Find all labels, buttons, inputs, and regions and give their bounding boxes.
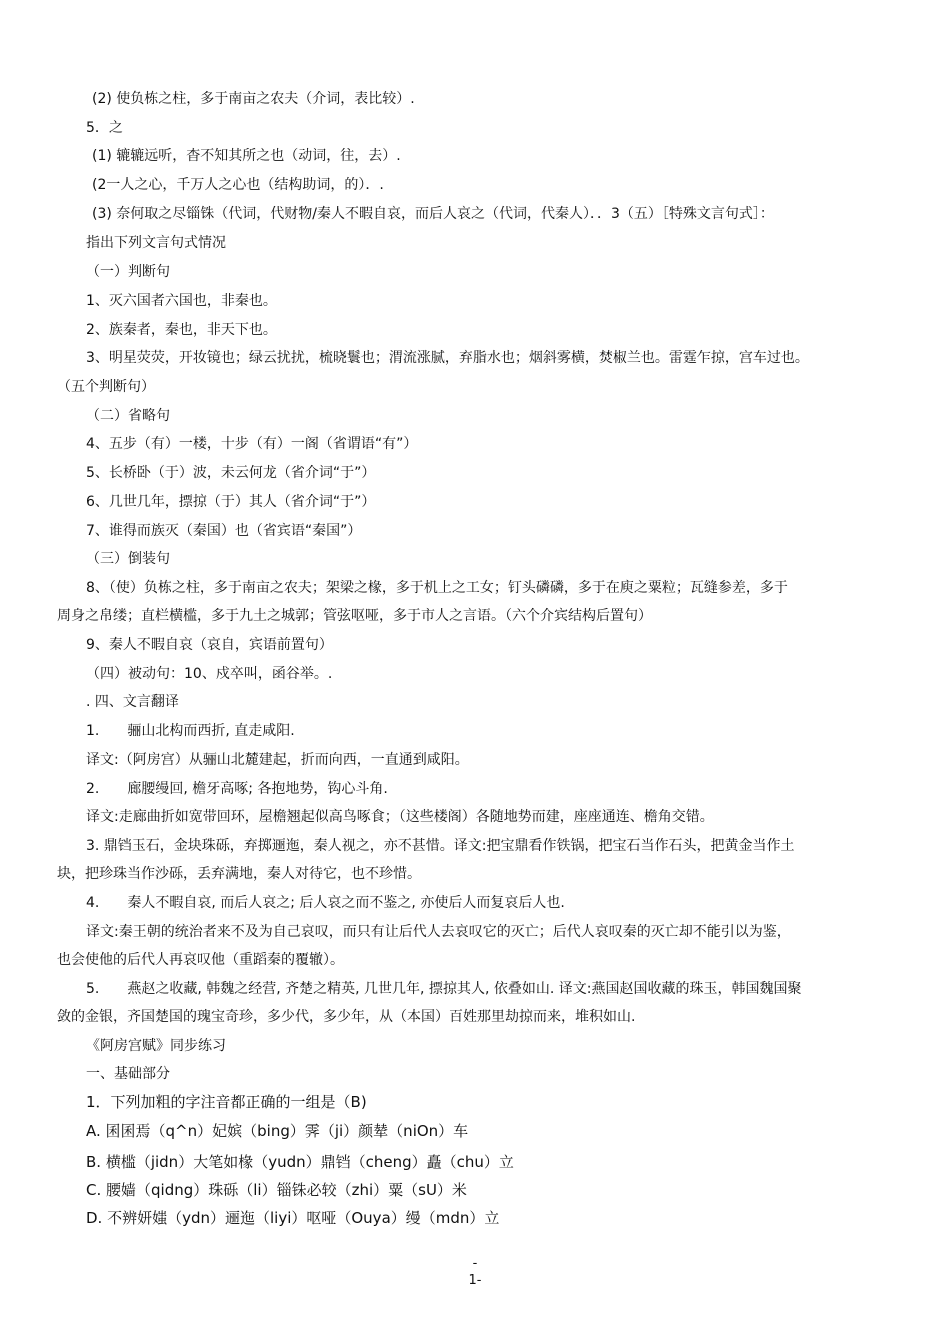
subsection-heading: （二）省略句 <box>86 408 170 424</box>
page-number: 1- <box>468 1273 482 1288</box>
text-line: 5、长桥卧（于）波，未云何龙（省介词“于”） <box>86 465 376 481</box>
subsection-heading: （一）判断句 <box>86 264 170 280</box>
text-line: (1) 辘辘远听，杳不知其所之也（动词，往，去）. <box>92 148 401 164</box>
text-line: 块，把珍珠当作沙砾，丢弃满地，秦人对待它，也不珍惜。 <box>57 866 421 882</box>
footer-dash: - <box>472 1256 478 1271</box>
text-line: 4、五步（有）一楼，十步（有）一阁（省谓语“有”） <box>86 436 418 452</box>
text-line: 2、族秦者，秦也，非天下也。 <box>86 322 277 338</box>
option-a: A. 囷囷焉（q^n）妃嫔（bing）霁（ji）颜辇（niOn）车 <box>86 1122 469 1140</box>
text-line: 8、（使）负栋之柱，多于南亩之农夫；架梁之椽，多于机上之工女；钉头磷磷，多于在庾之粟粒；瓦缝参差，多于 <box>86 580 788 596</box>
text-line: 3. 鼎铛玉石，金块珠砾，弃掷逦迤，秦人视之，亦不甚惜。译文:把宝鼎看作铁锅，把宝石当作石头，把黄金当作土 <box>86 838 795 854</box>
text-line: （五个判断句） <box>57 379 155 395</box>
text-line: 1. 骊山北构而西折, 直走咸阳. <box>86 723 295 739</box>
section-title: 《阿房宫赋》同步练习 <box>86 1038 226 1054</box>
text-line: 译文:（阿房宫）从骊山北麓建起，折而向西，一直通到咸阳。 <box>86 752 469 768</box>
text-line: 4. 秦人不暇自哀, 而后人哀之; 后人哀之而不鉴之, 亦使后人而复哀后人也. <box>86 895 565 911</box>
question-1: 1．下列加粗的字注音都正确的一组是（B) <box>86 1093 367 1111</box>
option-c: C. 腰嫱（qidng）珠砾（li）锱铢必较（zhi）粟（sU）米 <box>86 1181 467 1199</box>
text-line: 译文:秦王朝的统治者来不及为自己哀叹，而只有让后代人去哀叹它的灭亡；后代人哀叹秦的灭亡却不能引以为鉴， <box>86 924 791 940</box>
option-b: B. 横槛（jidn）大笔如椽（yudn）鼎铛（cheng）矗（chu）立 <box>86 1153 514 1171</box>
text-line: 5. 燕赵之收藏, 韩魏之经营, 齐楚之精英, 几世几年, 摽掠其人, 依叠如山. 译文:燕国赵国收藏的珠玉，韩国魏国聚 <box>86 981 802 997</box>
text-line: 7、谁得而族灭（秦国）也（省宾语“秦国”） <box>86 523 362 539</box>
text-line: 指出下列文言句式情况 <box>86 235 226 251</box>
text-line: 2. 廊腰缦回, 檐牙高啄; 各抱地势，钩心斗角. <box>86 781 388 797</box>
text-line: 敛的金银，齐国楚国的瑰宝奇珍，多少代，多少年，从（本国）百姓那里劫掠而来，堆积如山. <box>57 1009 636 1025</box>
text-line: 周身之帛缕；直栏横槛，多于九土之城郭；管弦呕哑，多于市人之言语。（六个介宾结构后置句） <box>57 608 652 624</box>
subsection-heading: （三）倒装句 <box>86 551 170 567</box>
text-line: (2一人之心，千万人之心也（结构助词，的）．. <box>92 177 384 193</box>
text-line: 6、几世几年，摽掠（于）其人（省介词“于”） <box>86 494 376 510</box>
text-line: 译文:走廊曲折如宽带回环，屋檐翘起似高鸟啄食；（这些楼阁）各随地势而建，座座通连、檐角交错。 <box>86 809 714 825</box>
section-heading: 5．之 <box>86 120 123 136</box>
text-line: 也会使他的后代人再哀叹他（重蹈秦的覆辙）。 <box>57 952 344 968</box>
text-line: (2) 使负栋之柱，多于南亩之农夫（介词，表比较）. <box>92 91 415 107</box>
text-line: （四）被动句：10、戍卒叫，函谷举。. <box>86 666 333 682</box>
section-heading: 一、基础部分 <box>86 1066 170 1082</box>
text-line: 3、明星荧荧，开妆镜也；绿云扰扰，梳晓鬟也；渭流涨腻，弃脂水也；烟斜雾横，焚椒兰也。雷霆乍掠，宫车过也。 <box>86 350 809 366</box>
text-line: 1、灭六国者六国也，非秦也。 <box>86 293 277 309</box>
option-d: D. 不辨妍媸（ydn）逦迤（liyi）呕哑（Ouya）缦（mdn）立 <box>86 1209 500 1227</box>
text-line: (3) 奈何取之尽锱铢（代词，代财物/秦人不暇自哀，而后人哀之（代词，代秦人）．．3（五）［特殊文言句式］： <box>92 206 774 222</box>
text-line: 9、秦人不暇自哀（哀自，宾语前置句） <box>86 637 333 653</box>
section-heading: . 四、文言翻译 <box>86 694 179 710</box>
